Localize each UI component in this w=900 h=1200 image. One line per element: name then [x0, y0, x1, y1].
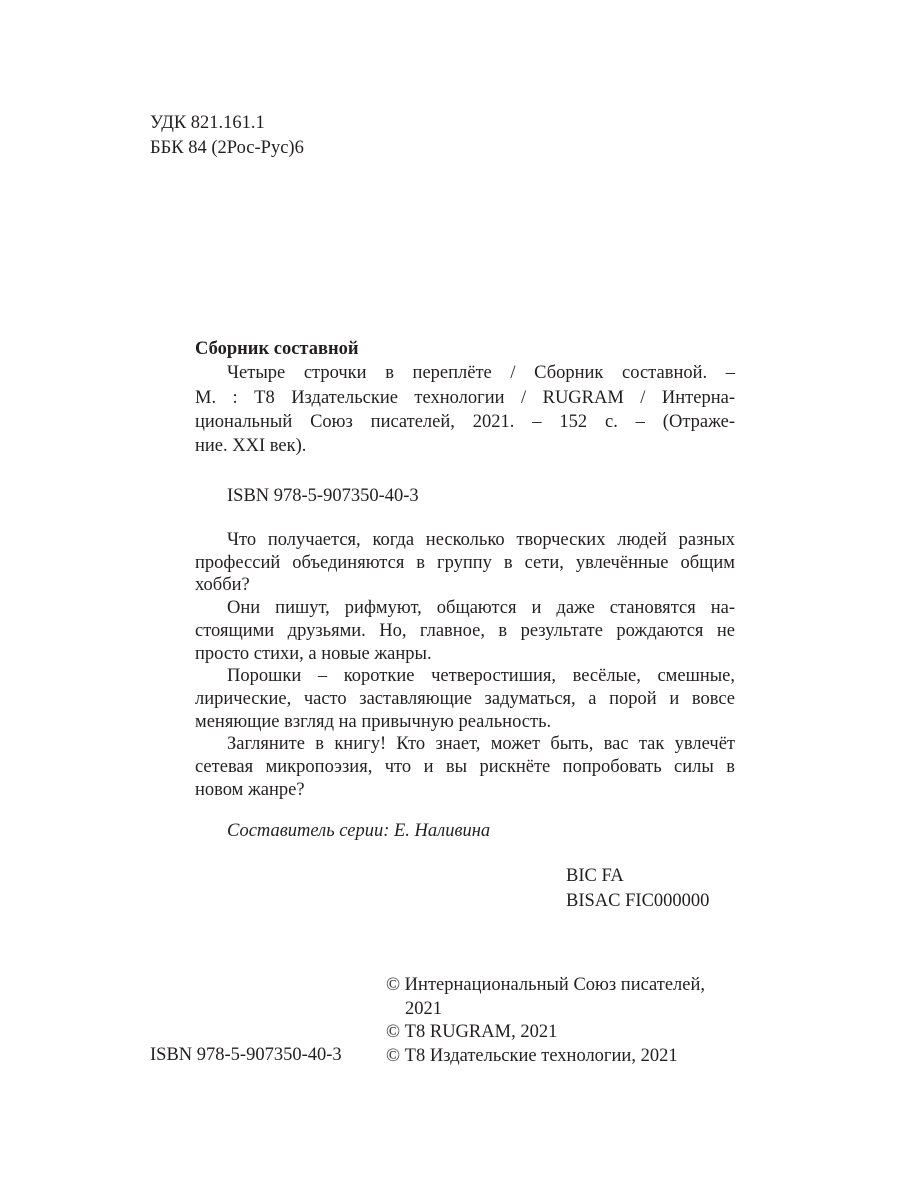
bisac-code: BISAC FIC000000 [566, 891, 710, 911]
annotation-line: профессий объединяются в группу в сети, увлечённые общим [195, 552, 735, 573]
annotation-line: Они пишут, рифмуют, общаются и даже становятся на- [227, 598, 735, 619]
record-isbn: ISBN 978-5-907350-40-3 [227, 486, 419, 506]
annotation-line: меняющие взгляд на привычную реальность. [195, 711, 552, 732]
annotation-line: Порошки – короткие четверостишия, весёлые, смешные, [227, 666, 735, 687]
copyright-line: © Т8 Издательские технологии, 2021 [386, 1045, 678, 1066]
annotation-line: Загляните в книгу! Кто знает, может быть, вас так увлечёт [227, 734, 735, 755]
description-line: М. : Т8 Издательские технологии / RUGRAM / Интерна- [195, 387, 735, 408]
description-line: Четыре строчки в переплёте / Сборник составной. – [227, 363, 735, 384]
annotation-line: стоящими друзьями. Но, главное, в результате рождаются не [195, 620, 735, 641]
record-heading: Сборник составной [195, 339, 359, 359]
bbk-code: ББК 84 (2Рос-Рус)6 [150, 137, 304, 158]
annotation-line: сетевая микропоэзия, что и вы рискнёте попробовать силы в [195, 757, 735, 778]
description-line: ние. XXI век). [195, 436, 307, 457]
annotation-line: Что получается, когда несколько творческих людей разных [227, 530, 735, 550]
classification-block [150, 112, 304, 160]
annotation [195, 529, 735, 801]
annotation-line: просто стихи, а новые жанры. [195, 643, 432, 664]
subject-codes [566, 864, 709, 914]
copyright-line: 2021 [405, 998, 442, 1019]
footer-isbn: ISBN 978-5-907350-40-3 [150, 1045, 342, 1065]
copyright-line: © Интернациональный Союз писателей, [386, 975, 706, 995]
bic-code: BIC FA [566, 866, 624, 886]
annotation-line: новом жанре? [195, 779, 305, 800]
description-line: циональный Союз писателей, 2021. – 152 с. – (Отраже- [195, 411, 735, 432]
series-compiler: Составитель серии: Е. Наливина [227, 821, 491, 841]
annotation-line: лирические, часто заставляющие задуматься, а порой и вовсе [195, 688, 735, 709]
copyright-line: © Т8 RUGRAM, 2021 [386, 1022, 558, 1042]
annotation-line: хобби? [195, 575, 250, 596]
copyright-block [386, 974, 705, 1068]
udk-code: УДК 821.161.1 [150, 113, 265, 133]
bibliographic-record [195, 337, 735, 458]
